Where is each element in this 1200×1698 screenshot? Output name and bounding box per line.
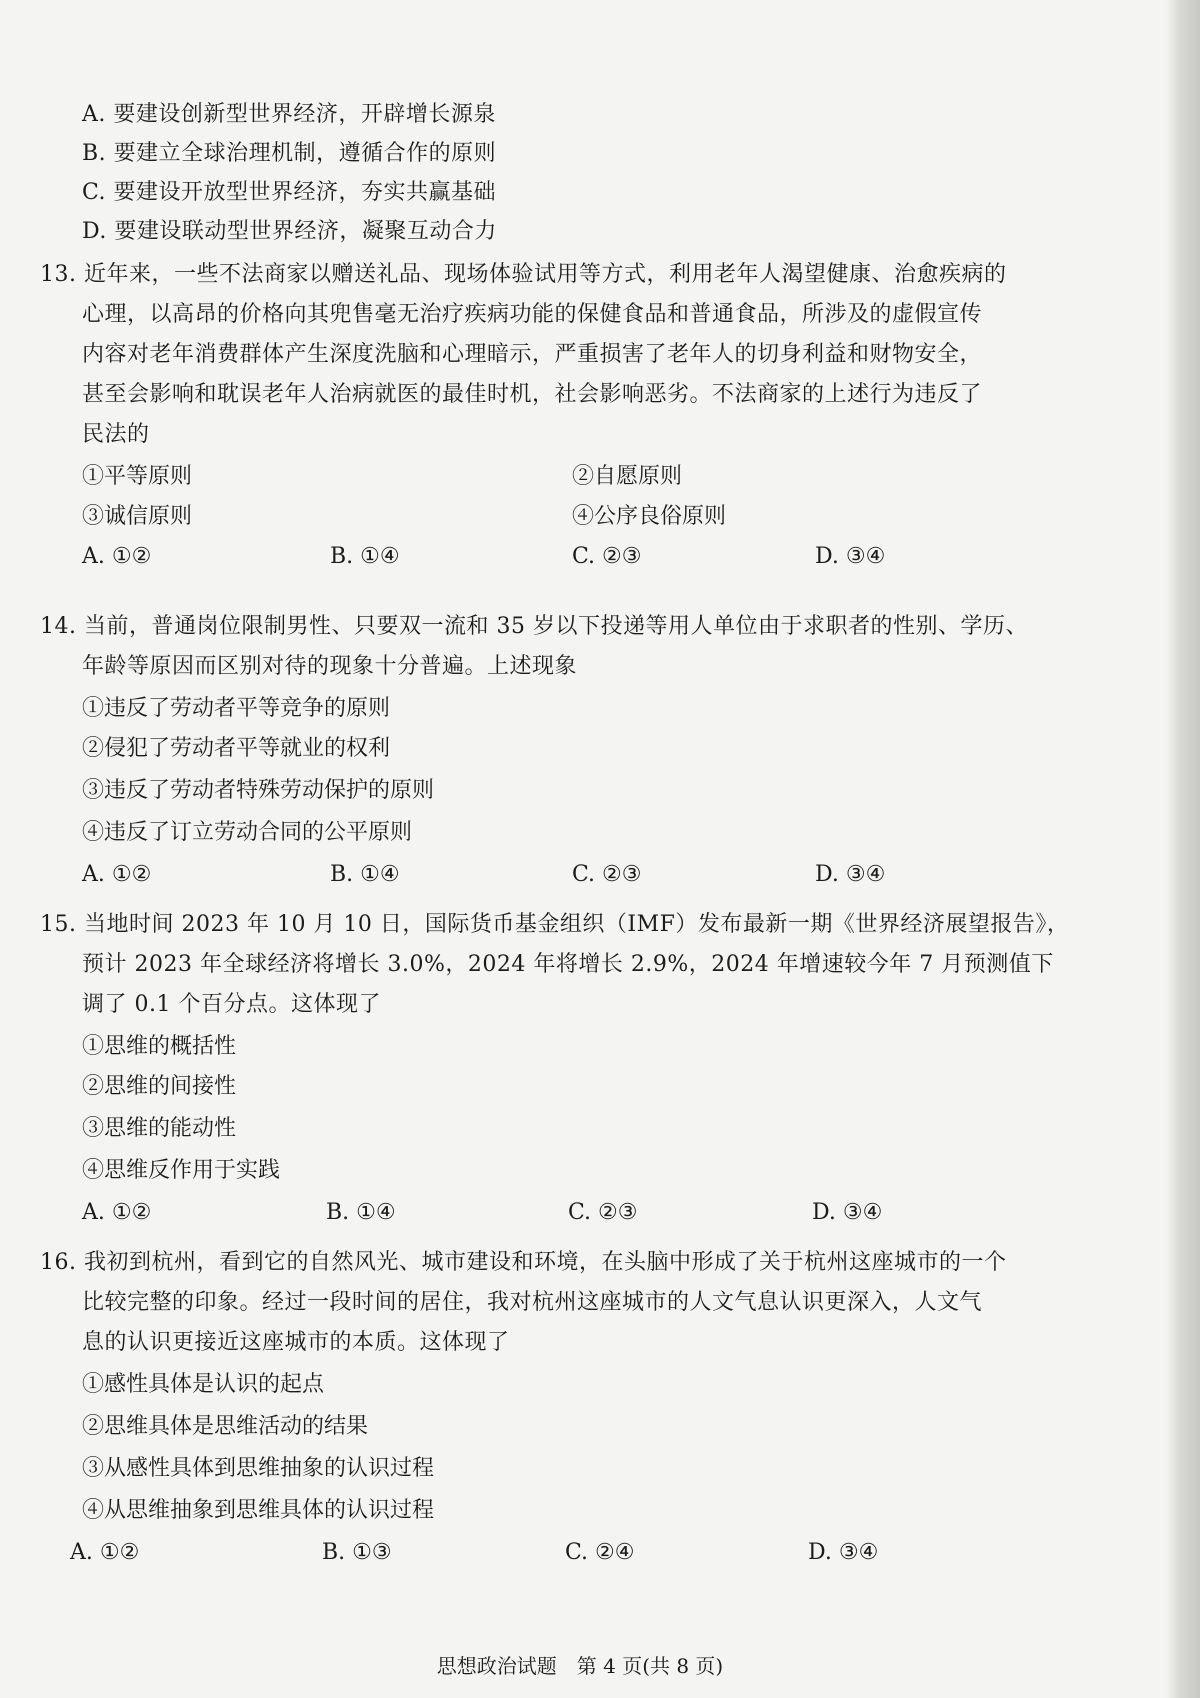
page-footer: 思想政治试题 第 4 页(共 8 页) [436,1654,724,1678]
q16-choice-d: D. ③④ [808,1540,879,1565]
q13-choice-d: D. ③④ [815,544,886,569]
q13-stem-line-4: 甚至会影响和耽误老年人治病就医的最佳时机，社会影响恶劣。不法商家的上述行为违反了 [82,382,983,407]
q15-stem-line-2: 预计 2023 年全球经济将增长 3.0%，2024 年将增长 2.9%，2024 年增速较今年 7 月预测值下 [82,952,1054,977]
q16-choice-c: C. ②④ [565,1540,635,1565]
q12-option-a: A. 要建设创新型世界经济，开辟增长源泉 [82,102,496,127]
q14-choice-a: A. ①② [82,862,152,887]
q15-statement-3: ③思维的能动性 [82,1116,237,1141]
q15-stem-line-3: 调了 0.1 个百分点。这体现了 [82,992,381,1017]
q13-choice-a: A. ①② [82,544,152,569]
q13-statement-3: ③诚信原则 [82,504,193,529]
q15-statement-1: ①思维的概括性 [82,1034,237,1059]
q12-option-c: C. 要建设开放型世界经济，夯实共赢基础 [82,180,497,205]
q16-statement-1: ①感性具体是认识的起点 [82,1372,325,1397]
q16-statement-3: ③从感性具体到思维抽象的认识过程 [82,1456,435,1481]
q16-stem-line-2: 比较完整的印象。经过一段时间的居住，我对杭州这座城市的人文气息认识更深入，人文气 [82,1290,983,1315]
q13-stem-line-3: 内容对老年消费群体产生深度洗脑和心理暗示，严重损害了老年人的切身利益和财物安全， [82,342,983,367]
q14-choice-b: B. ①④ [330,862,400,887]
q13-choice-c: C. ②③ [572,544,642,569]
q13-statement-4: ④公序良俗原则 [572,504,727,529]
q15-statement-2: ②思维的间接性 [82,1074,237,1099]
q16-stem-line-1: 16. 我初到杭州，看到它的自然风光、城市建设和环境，在头脑中形成了关于杭州这座城市的一个 [40,1250,1007,1275]
q13-statement-2: ②自愿原则 [572,464,683,489]
scan-edge-shadow [1166,0,1200,1698]
q14-statement-3: ③违反了劳动者特殊劳动保护的原则 [82,778,435,803]
q15-stem-line-1: 15. 当地时间 2023 年 10 月 10 日，国际货币基金组织（IMF）发布最新一期《世界经济展望报告》， [40,912,1070,937]
q15-choice-c: C. ②③ [568,1200,638,1225]
q16-stem-line-3: 息的认识更接近这座城市的本质。这体现了 [82,1330,510,1355]
q13-stem-line-1: 13. 近年来，一些不法商家以赠送礼品、现场体验试用等方式，利用老年人渴望健康、治愈疾病的 [40,262,1007,287]
q13-statement-1: ①平等原则 [82,464,193,489]
q16-choice-a: A. ①② [70,1540,140,1565]
q13-stem-line-2: 心理，以高昂的价格向其兜售毫无治疗疾病功能的保健食品和普通食品，所涉及的虚假宣传 [82,302,983,327]
q15-choice-d: D. ③④ [812,1200,883,1225]
q14-statement-1: ①违反了劳动者平等竞争的原则 [82,696,391,721]
q15-statement-4: ④思维反作用于实践 [82,1158,281,1183]
q14-choice-c: C. ②③ [572,862,642,887]
q15-choice-a: A. ①② [82,1200,152,1225]
q12-option-b: B. 要建立全球治理机制，遵循合作的原则 [82,141,497,166]
q15-choice-b: B. ①④ [326,1200,396,1225]
q12-option-d: D. 要建设联动型世界经济，凝聚互动合力 [82,219,497,244]
q16-choice-b: B. ①③ [322,1540,392,1565]
q16-statement-2: ②思维具体是思维活动的结果 [82,1414,369,1439]
q14-choice-d: D. ③④ [815,862,886,887]
q14-stem-line-2: 年龄等原因而区别对待的现象十分普遍。上述现象 [82,654,578,679]
q13-stem-line-5: 民法的 [82,422,150,447]
q16-statement-4: ④从思维抽象到思维具体的认识过程 [82,1498,435,1523]
q14-statement-4: ④违反了订立劳动合同的公平原则 [82,820,413,845]
q13-choice-b: B. ①④ [330,544,400,569]
q14-stem-line-1: 14. 当前，普通岗位限制男性、只要双一流和 35 岁以下投递等用人单位由于求职者的性别、学历、 [40,614,1028,639]
q14-statement-2: ②侵犯了劳动者平等就业的权利 [82,736,391,761]
